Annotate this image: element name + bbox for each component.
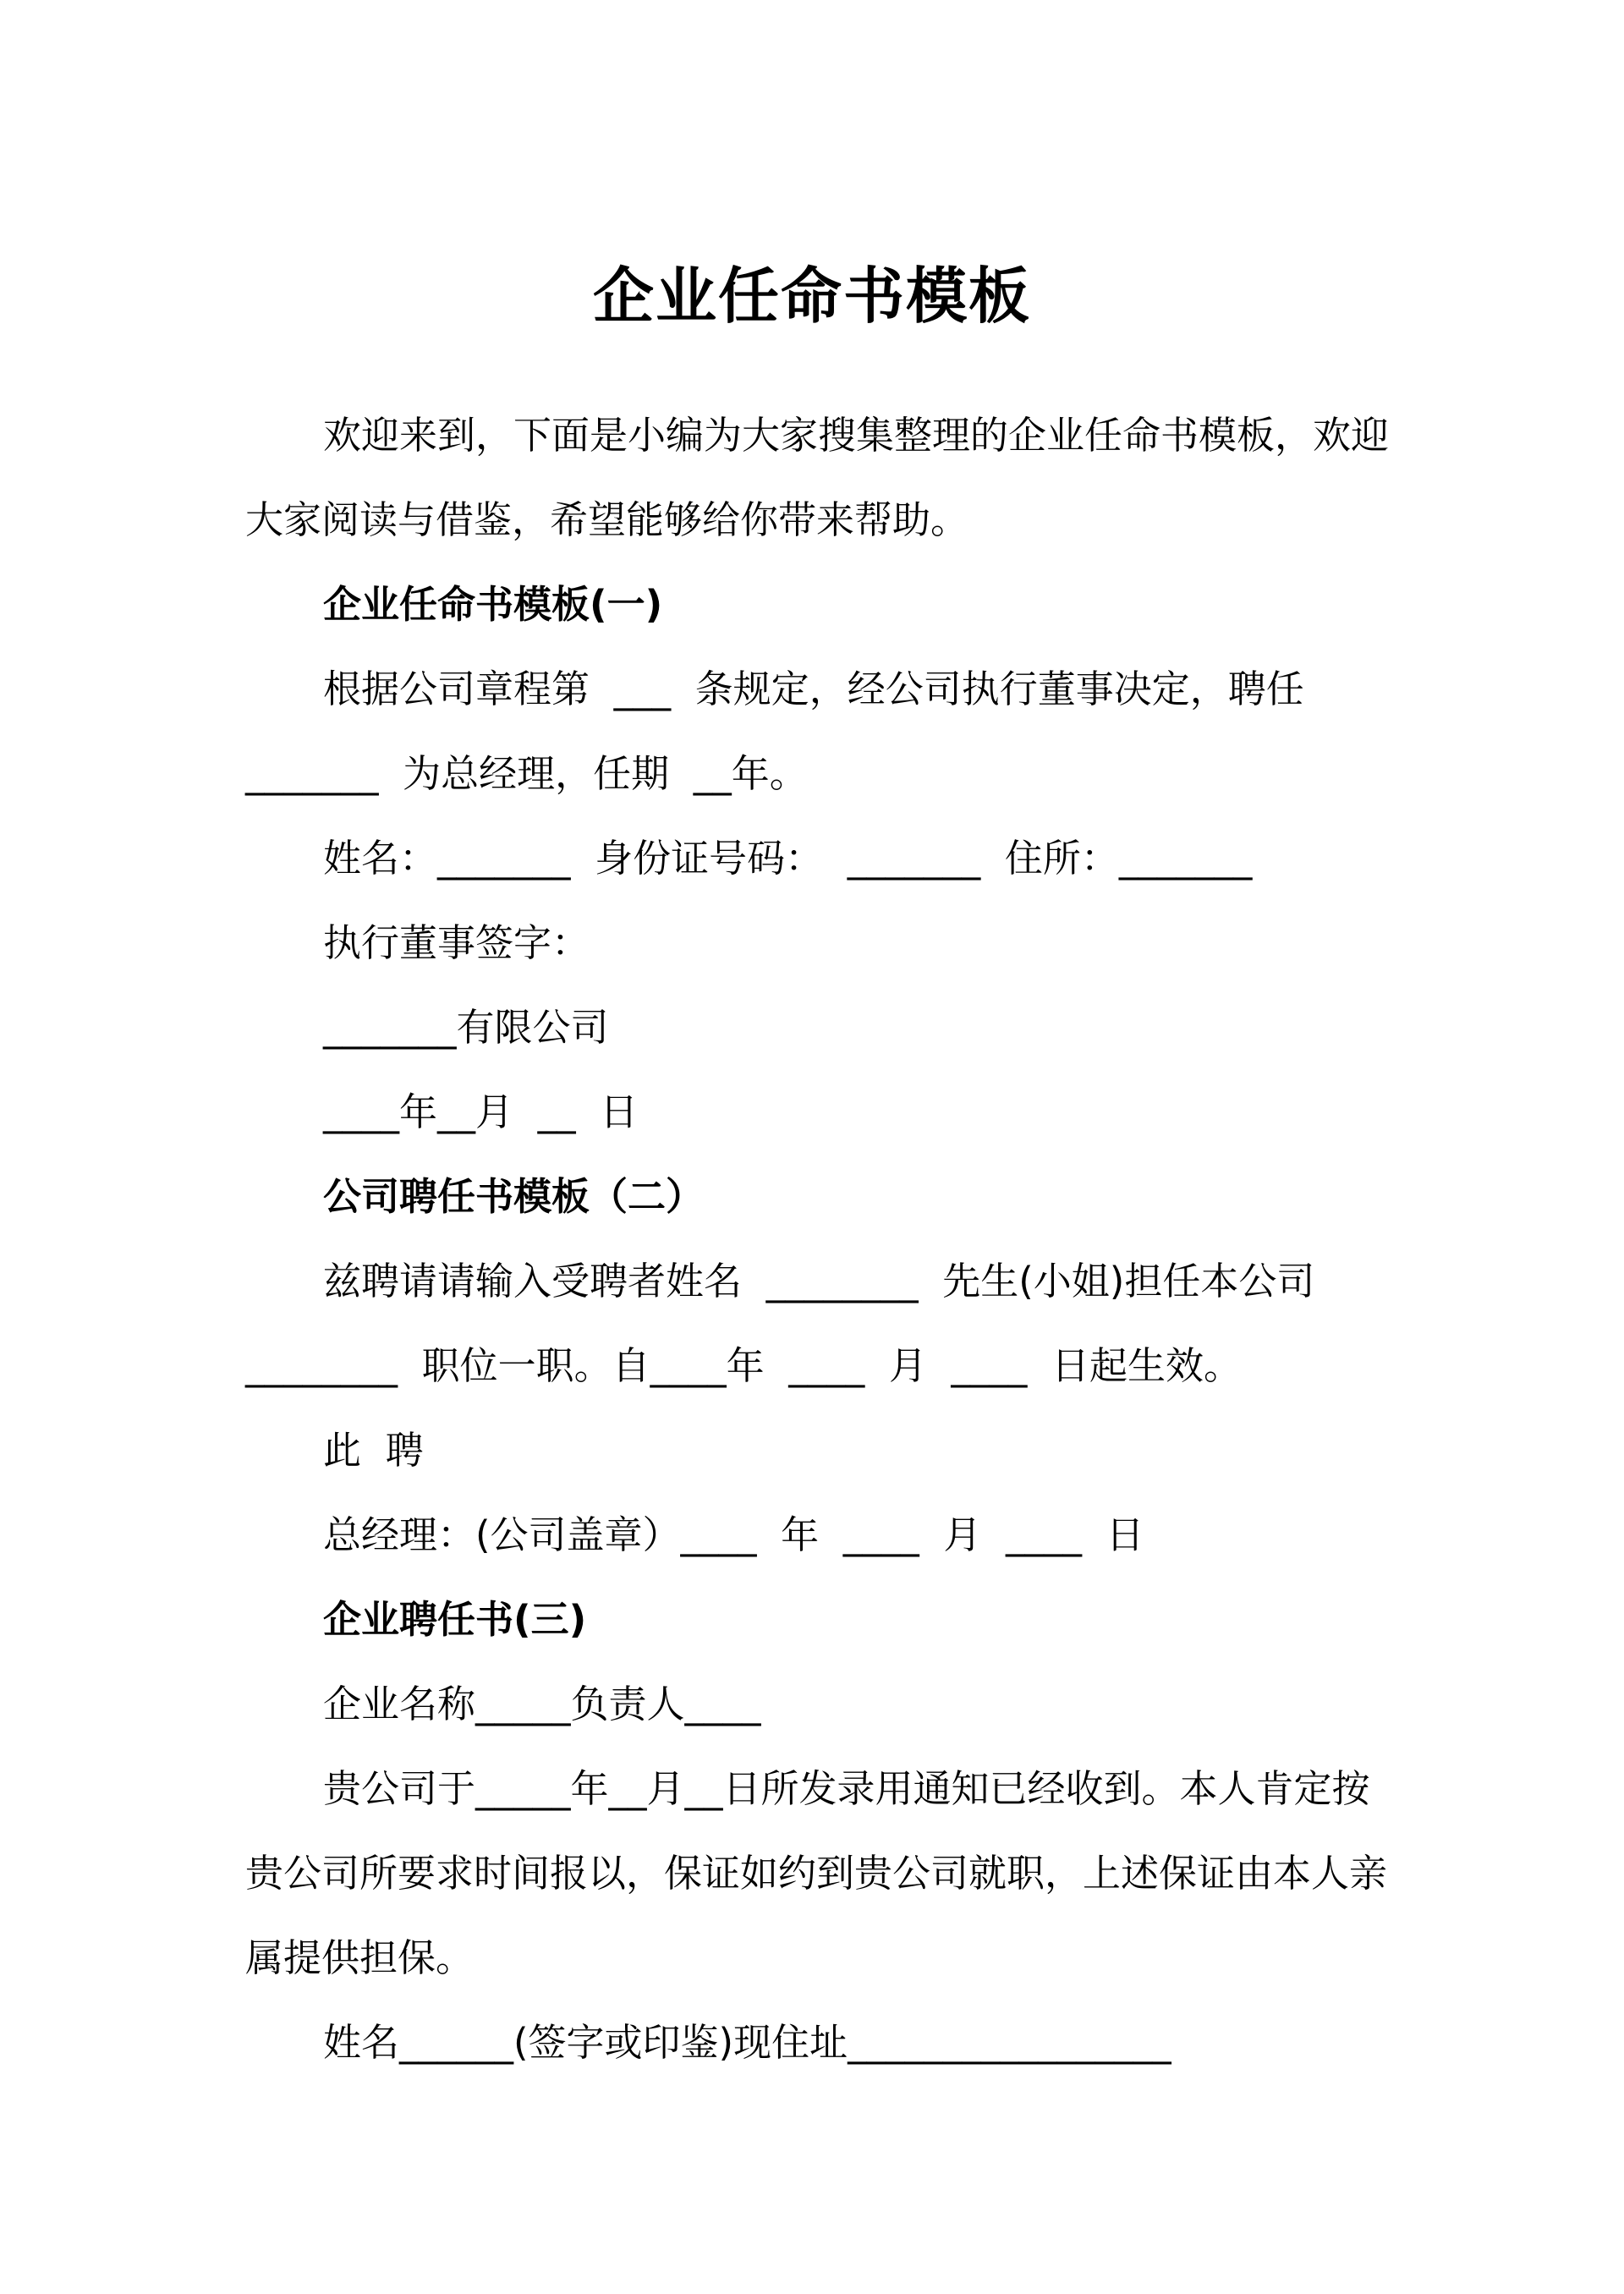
intro-line-1: 欢迎来到，下面是小编为大家搜集整理的企业任命书模板，欢迎 (323, 413, 1390, 458)
section3-paragraph-2-line-3: 属提供担保。 (245, 1935, 475, 1980)
section1-personal-info: 姓名：_______ 身份证号码： _______ 住所：_______ (323, 836, 1253, 881)
section2-heading: 公司聘任书模板（二） (323, 1174, 705, 1219)
section2-closing: 此 聘 (323, 1428, 424, 1473)
section1-signature-label: 执行董事签字： (323, 920, 590, 965)
section1-date: ____年__月 __ 日 (323, 1089, 639, 1134)
section2-paragraph-1-line-1: 兹聘请请输入受聘者姓名 ________ 先生(小姐)担任本公司 (323, 1259, 1315, 1303)
section1-paragraph-1-line-2: _______ 为总经理，任期 __年。 (245, 751, 808, 796)
section1-paragraph-1-line-1: 根据公司章程第 ___ 条规定，经公司执行董事决定，聘任 (323, 667, 1304, 711)
section1-company-name: _______有限公司 (323, 1005, 609, 1050)
section3-paragraph-2-line-2: 贵公司所要求时间报以，保证如约到贵公司就职，上述保证由本人亲 (245, 1851, 1388, 1896)
section3-name-address: 姓名______(签字或印鉴)现住址_________________ (323, 2020, 1171, 2065)
section1-heading: 企业任命书模板(一) (323, 582, 663, 627)
section3-heading: 企业聘任书(三) (323, 1597, 587, 1642)
intro-line-2: 大家阅读与借鉴，希望能够给你带来帮助。 (245, 497, 969, 542)
section2-signature-date: 总经理：(公司盖章）____ 年 ____ 月 ____ 日 (323, 1512, 1144, 1557)
document-title: 企业任命书模板 (592, 261, 1031, 332)
section2-paragraph-1-line-2: ________ 职位一职。自____年 ____ 月 ____ 日起生效。 (245, 1343, 1243, 1388)
section3-paragraph-2-line-1: 贵公司于_____年__月__日所发录用通知已经收到。本人肯定按 (323, 1766, 1370, 1811)
section3-company-line: 企业名称_____负责人____ (323, 1682, 761, 1726)
